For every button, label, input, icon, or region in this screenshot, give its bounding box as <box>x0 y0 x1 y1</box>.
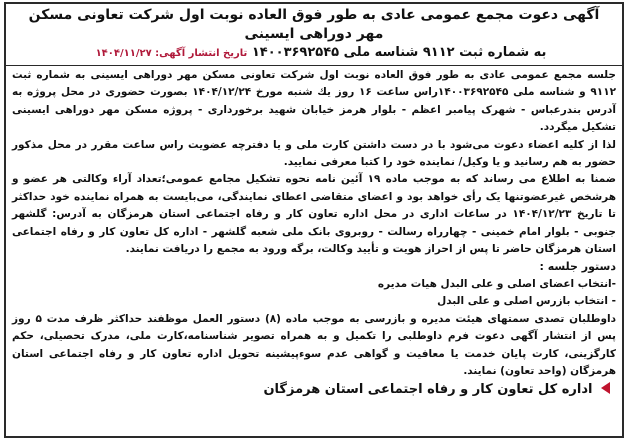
notice-header <box>6 4 622 63</box>
paragraph-attendance: لذا از کلیه اعضاء دعوت می‌شود با در دست داشتن کارت ملی و یا دفترچه عضویت راس ساعت مقرر در محل مذکور حضور به هم رسانید و یا وکیل/ نماینده خود را کتبا معرفی نمایید. <box>12 138 616 169</box>
notice-footer <box>6 381 622 399</box>
paragraph-proxy-rules: ضمنا به اطلاع می رساند که به موجب ماده ۱۹ آئین نامه نحوه تشکیل مجامع عمومی؛تعداد آراء وکالتی هر عضو و هرشخص غیرعضوتنها یک رأی خواهد بود و اعضای متقاضی اعطای نمایندگی، می‌بایست به همراه نماینده خود حداکثر تا تاریخ ۱۴۰۴/۱۲/۲۳ در ساعات اداری در محل اداره تعاون کار و رفاه اجتماعی استان هرمزگان به آدرس: گلشهر جنوبی - بلوار امام خمینی - چهارراه رسالت - روبروی بانک ملی شعبه گلشهر - اداره کل تعاون کار و رفاه اجتماعی استان هرمزگان حاضر تا پس از احراز هویت و تأیید وکالت، برگه ورود به مجمع را دریافت نمایند. <box>12 173 616 256</box>
notice-title: آگهی دعوت مجمع عمومی عادی به طور فوق العاده نوبت اول شرکت تعاونی مسکن مهر دوراهی ایسینی <box>28 7 600 42</box>
notice-subtitle-line <box>14 44 614 63</box>
agenda-item: - انتخاب بازرس اصلی و علی البدل <box>437 295 616 308</box>
registration-info: به شماره ثبت ۹۱۱۲ شناسه ملی ۱۴۰۰۳۶۹۲۵۴۵ <box>251 45 547 60</box>
paragraph-candidates: داوطلبان تصدی سمتهای هیئت مدیره و بازرسی به موجب ماده (۸) دستور العمل موظفند حداکثر ظرف مدت ۵ روز پس از انتشار آگهی دعوت فرم داوطلبی را تکمیل و به همراه تصویر شناسنامه،کارت ملی، مدرک تحصیلی، حکم کارگزینی، کارت پایان خدمت یا معافیت و گواهی عدم سوءپیشینه تحویل اداره تعاون کار و رفاه اجتماعی استان هرمزگان (واحد تعاون) نمایند. <box>12 312 617 377</box>
arrow-left-icon <box>601 382 610 394</box>
notice-body <box>6 67 622 380</box>
header-divider <box>6 65 622 66</box>
agenda-title: دستور جلسه : <box>539 260 616 274</box>
publish-date: تاریخ انتشار آگهی: ۱۴۰۴/۱۱/۲۷ <box>95 48 248 59</box>
paragraph-meeting-info: جلسه مجمع عمومی عادی به طور فوق العاده نوبت اول شرکت تعاونی مسکن مهر دوراهی ایسینی به شماره ثبت ۹۱۱۲ و شناسه ملی ۱۴۰۰۳۶۹۲۵۴۵راس ساعت ۱۶ روز یك شنبه مورخ ۱۴۰۴/۱۲/۲۴ بصورت حضوری در محل پروژه به آدرس بندرعباس - شهرک پیامبر اعظم - بلوار هرمز خیابان شهید برخورداری - پروژه مسکن مهر دوراهی ایسینی تشکیل میگردد. <box>12 69 617 134</box>
notice-frame <box>4 2 624 438</box>
footer-signature: اداره کل تعاون کار و رفاه اجتماعی استان هرمزگان <box>263 382 593 398</box>
agenda-item: -انتخاب اعضای اصلی و علی البدل هیات مدیره <box>377 277 616 290</box>
agenda-section <box>12 258 616 310</box>
